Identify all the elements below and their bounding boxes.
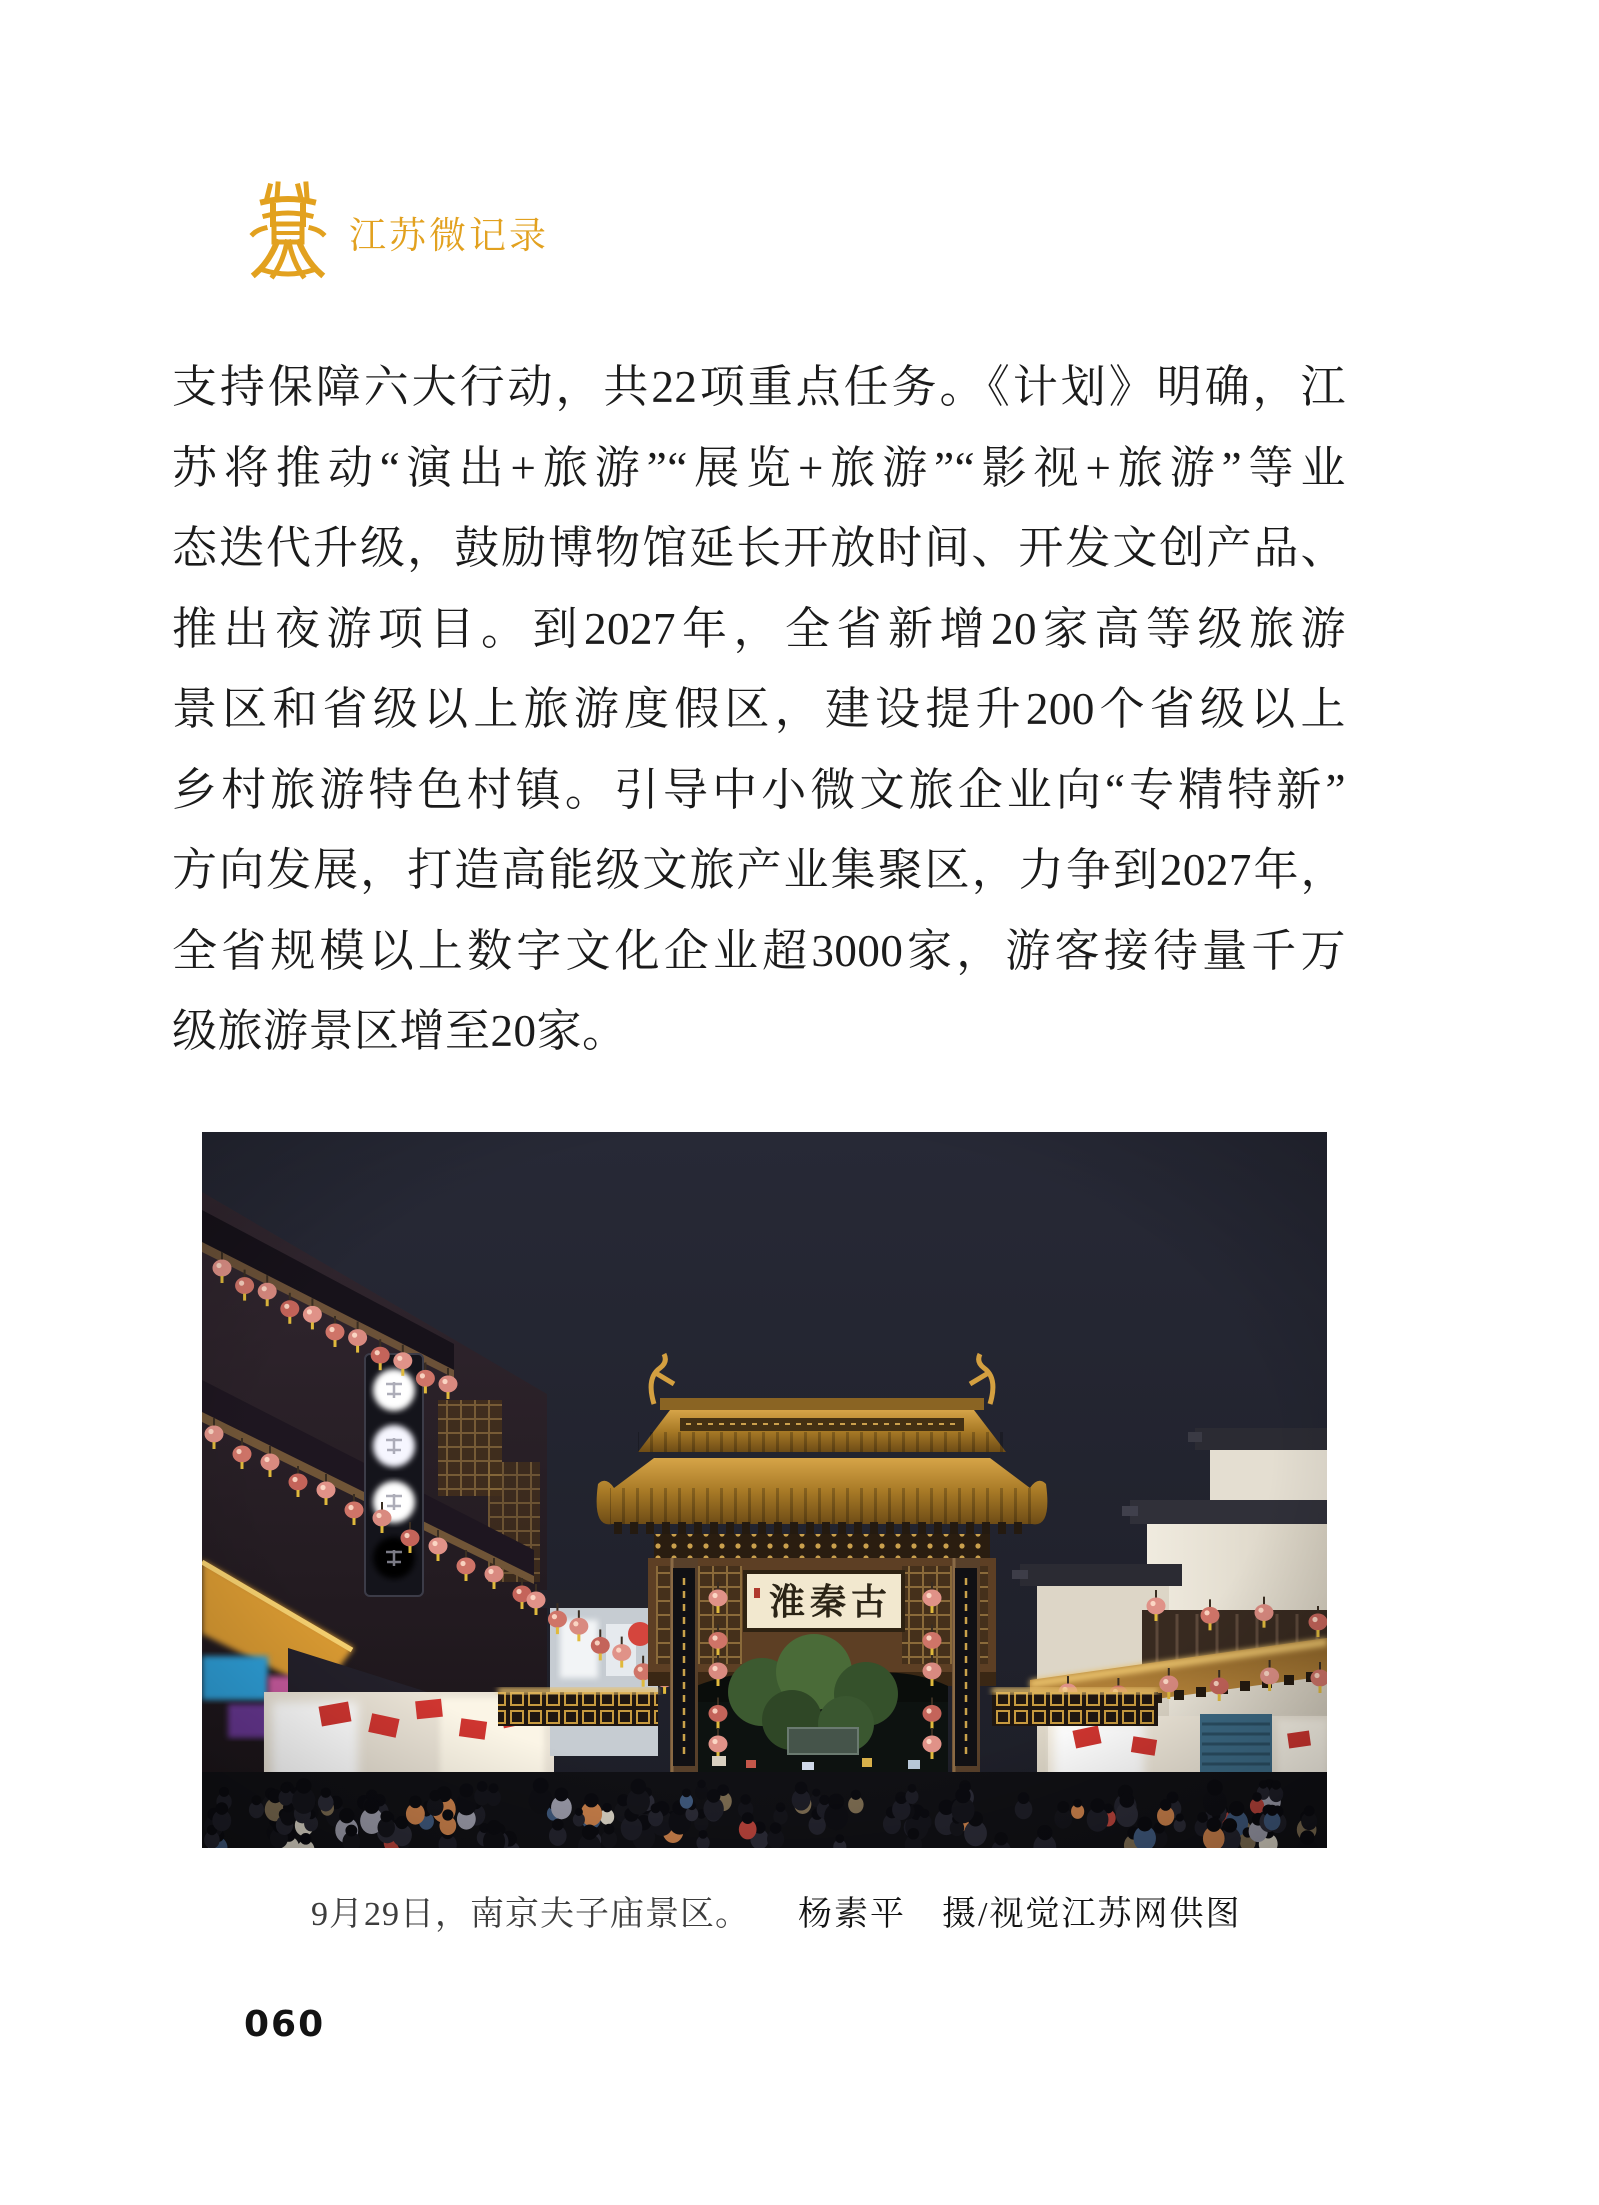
article-line: 景区和省级以上旅游度假区，建设提升200个省级以上 <box>172 684 1346 734</box>
article-line: 级旅游景区增至20家。 <box>172 1006 628 1056</box>
article-line: 苏将推动“演出+旅游”“展览+旅游”“影视+旅游”等业 <box>172 442 1346 493</box>
article-line: 方向发展，打造高能级文旅产业集聚区，力争到2027年， <box>172 845 1346 895</box>
article-body <box>172 347 1346 1072</box>
article-line: 乡村旅游特色村镇。引导中小微文旅企业向“专精特新” <box>172 764 1346 815</box>
photo-caption-row <box>311 1886 1347 1935</box>
article-line: 推出夜游项目。到2027年，全省新增20家高等级旅游 <box>172 603 1346 654</box>
night-street-scene <box>202 1132 1327 1848</box>
photo-caption: 9月29日，南京夫子庙景区。 <box>311 1896 750 1933</box>
page-header <box>243 172 549 280</box>
article-line: 全省规模以上数字文化企业超3000家，游客接待量千万 <box>172 925 1346 976</box>
article-line: 态迭代升级，鼓励博物馆延长开放时间、开发文创产品、 <box>172 523 1346 573</box>
photo-nanjing-fuzimiao <box>202 1132 1327 1848</box>
brand-logo-icon <box>243 172 333 280</box>
vignette <box>202 1132 1327 1848</box>
brand-label: 江苏微记录 <box>349 214 549 257</box>
page-number: 060 <box>244 2004 326 2045</box>
article-line: 支持保障六大行动，共22项重点任务。《计划》明确，江 <box>172 362 1346 412</box>
photo-credit: 杨素平 摄/视觉江苏网供图 <box>798 1896 1242 1933</box>
